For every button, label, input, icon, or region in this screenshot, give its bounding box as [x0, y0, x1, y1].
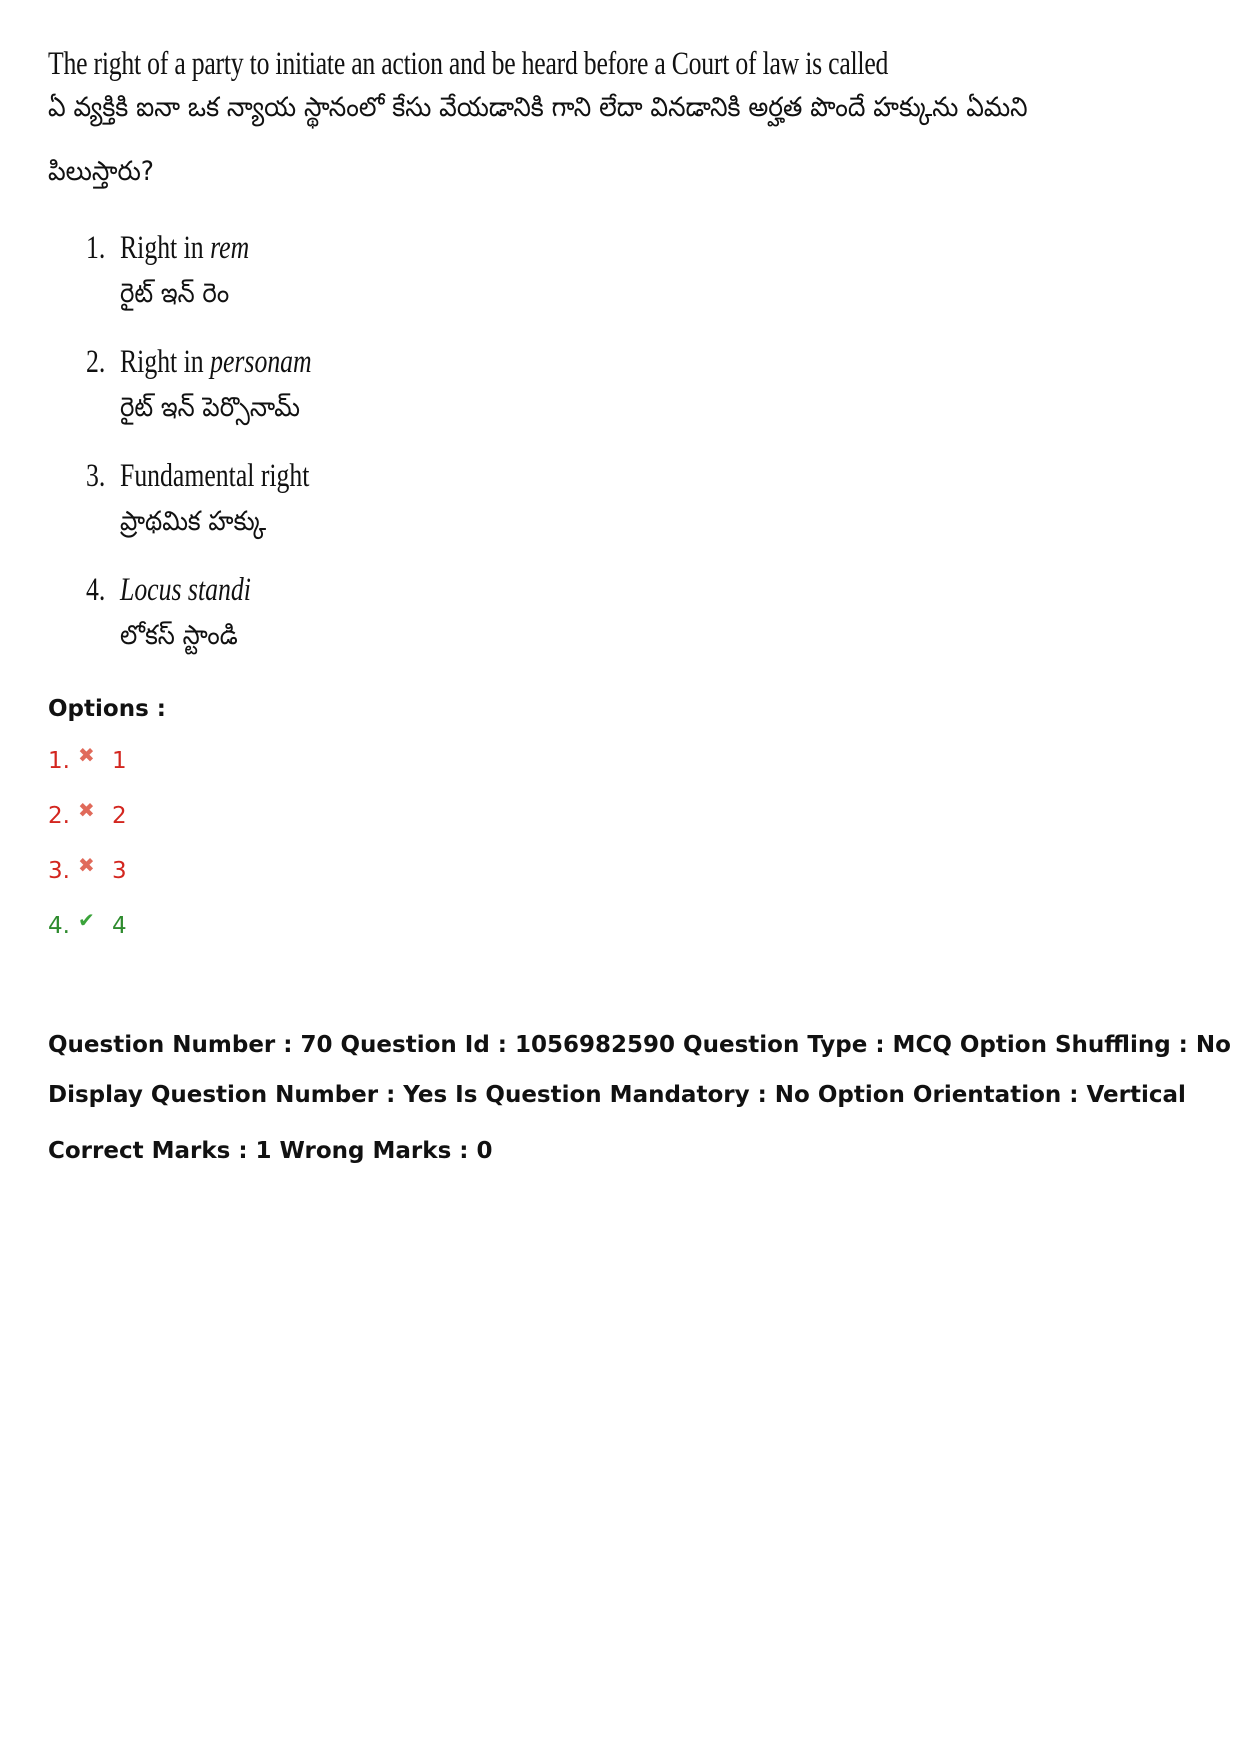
option-value: 2	[112, 803, 127, 829]
choice-item	[86, 456, 686, 570]
choice-item	[86, 570, 686, 684]
option-value: 1	[112, 748, 127, 774]
choice-english-italic: personam	[210, 344, 312, 380]
choice-english	[120, 570, 251, 610]
choice-english	[120, 342, 312, 382]
options-section	[48, 694, 948, 966]
option-value: 4	[112, 913, 127, 939]
answer-choices-list	[86, 228, 686, 684]
choice-english	[120, 228, 249, 268]
option-value: 3	[112, 858, 127, 884]
metadata-line: Question Number : 70 Question Id : 1056982590 Question Type : MCQ Option Shuffling : No	[48, 1032, 1231, 1058]
option-number: 4.	[48, 913, 70, 939]
question-telugu: ఏ వ్యక్తికి ఐనా ఒక న్యాయ స్థానంలో కేసు వేయడానికి గాని లేదా వినడానికి అర్హత పొందే హక్కును ఏమని	[48, 92, 1028, 123]
choice-number: 3.	[86, 458, 106, 494]
choice-telugu: లోకస్ స్టాండి	[120, 620, 238, 651]
option-number: 2.	[48, 803, 70, 829]
choice-number: 2.	[86, 344, 106, 380]
choice-number: 4.	[86, 572, 106, 608]
choice-english	[120, 456, 309, 496]
choice-telugu: రైట్ ఇన్ రెం	[120, 278, 230, 309]
option-row-correct	[48, 908, 948, 966]
question-english: The right of a party to initiate an action and be heard before a Court of law is called	[48, 46, 889, 82]
choice-english-plain: Fundamental right	[120, 458, 310, 494]
cross-icon: ✖	[78, 853, 95, 877]
choice-english-plain: Right in	[120, 230, 211, 266]
option-row	[48, 798, 948, 856]
option-number: 1.	[48, 748, 70, 774]
cross-icon: ✖	[78, 743, 95, 767]
metadata-line: Display Question Number : Yes Is Question Mandatory : No Option Orientation : Vertical	[48, 1082, 1186, 1108]
cross-icon: ✖	[78, 798, 95, 822]
choice-item	[86, 228, 686, 342]
choice-item	[86, 342, 686, 456]
choice-telugu: ప్రాథమిక హక్కు	[120, 506, 267, 537]
choice-number: 1.	[86, 230, 106, 266]
question-telugu-continued: పిలుస్తారు?	[48, 156, 154, 187]
options-heading: Options :	[48, 696, 166, 722]
option-row	[48, 743, 948, 801]
option-row	[48, 853, 948, 911]
check-icon: ✔	[78, 908, 95, 932]
choice-english-italic: Locus standi	[120, 572, 251, 608]
choice-telugu: రైట్ ఇన్ పెర్సొనామ్	[120, 392, 300, 423]
choice-english-italic: rem	[210, 230, 250, 266]
choice-english-plain: Right in	[120, 344, 211, 380]
question-text	[48, 44, 1148, 192]
option-number: 3.	[48, 858, 70, 884]
metadata-line: Correct Marks : 1 Wrong Marks : 0	[48, 1138, 493, 1164]
question-metadata	[48, 1030, 1231, 1186]
